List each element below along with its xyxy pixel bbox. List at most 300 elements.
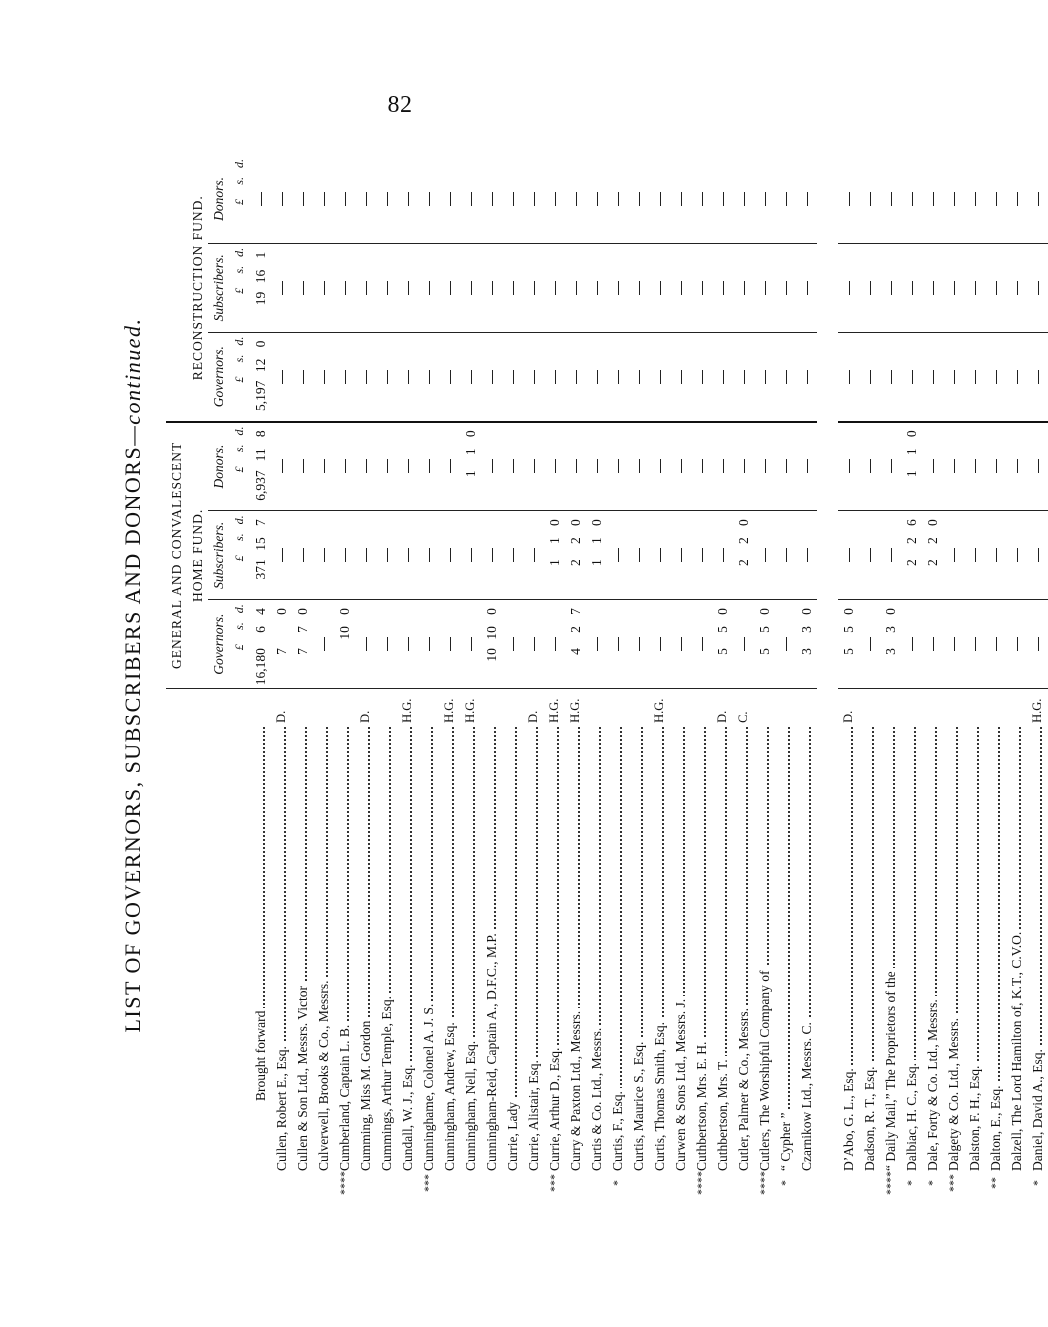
amount-general-donors — [964, 422, 985, 511]
page-number: 82 — [387, 92, 413, 118]
amount-recon-governors — [1027, 332, 1048, 421]
entry-name: Cullen, Robert E., Esq. — [271, 723, 292, 1171]
asterisk-mark — [502, 1171, 523, 1195]
table-row — [502, 155, 523, 1195]
amount-general-subscribers — [838, 511, 859, 600]
amount-recon-governors — [796, 332, 817, 421]
amount-recon-subscribers — [922, 243, 943, 332]
amount-recon-donors — [481, 155, 502, 243]
table-row — [1027, 155, 1048, 1195]
amount-general-donors — [313, 422, 334, 511]
table-row — [565, 155, 586, 1195]
amount-recon-governors — [775, 332, 796, 421]
entry-name: D’Abo, G. L., Esq. — [838, 723, 859, 1171]
amount-recon-governors — [460, 332, 481, 421]
unit-header: £s.d. — [229, 243, 250, 332]
amount-general-donors: 110 — [901, 422, 922, 511]
amount-general-donors — [985, 422, 1006, 511]
group-reconstruction-heading: RECONSTRUCTION FUND. — [166, 155, 208, 422]
table-row — [1006, 155, 1027, 1195]
asterisk-mark: * — [610, 1180, 624, 1186]
entry-name: Culverwell, Brooks & Co., Messrs. — [313, 723, 334, 1171]
amount-recon-subscribers — [502, 243, 523, 332]
asterisk-mark: **** — [883, 1171, 897, 1195]
amount-recon-subscribers — [796, 243, 817, 332]
asterisk-mark: **** — [694, 1171, 708, 1195]
entry-tag: D. — [841, 710, 855, 723]
amount-general-donors — [649, 422, 670, 511]
table-row — [859, 155, 880, 1195]
table-row — [544, 155, 565, 1195]
amount-recon-governors — [733, 332, 754, 421]
amount-recon-subscribers — [439, 243, 460, 332]
amount-general-subscribers — [1006, 511, 1027, 600]
table-row — [481, 155, 502, 1195]
amount-recon-donors — [775, 155, 796, 243]
amount-general-donors — [754, 422, 775, 511]
amount-recon-donors — [1027, 155, 1048, 243]
amount-recon-subscribers — [838, 243, 859, 332]
entry-tag — [418, 689, 439, 723]
entry-name: Currie, Alistair, Esq. — [523, 723, 544, 1171]
amount-general-donors — [733, 422, 754, 511]
amount-recon-donors — [355, 155, 376, 243]
amount-general-governors — [964, 600, 985, 689]
amount-general-governors — [649, 600, 670, 689]
amount-recon-governors — [544, 332, 565, 421]
asterisk-mark: * — [778, 1180, 792, 1186]
amount-general-governors — [775, 600, 796, 689]
amount-recon-governors — [607, 332, 628, 421]
entry-tag: D. — [274, 710, 288, 723]
amount-general-donors — [439, 422, 460, 511]
amount-general-governors: 550 — [838, 600, 859, 689]
table-row — [460, 155, 481, 1195]
amount-recon-subscribers — [418, 243, 439, 332]
amount-recon-donors — [271, 155, 292, 243]
entry-tag — [880, 689, 901, 723]
unit-header: £s.d. — [229, 422, 250, 511]
amount-general-donors — [418, 422, 439, 511]
entry-tag — [670, 689, 691, 723]
amount-recon-donors — [418, 155, 439, 243]
amount-general-subscribers — [397, 511, 418, 600]
subscriber-table — [166, 155, 1048, 1195]
asterisk-mark: *** — [547, 1174, 561, 1192]
amount-recon-governors — [691, 332, 712, 421]
amount-general-subscribers: 110 — [544, 511, 565, 600]
entry-name: Curtis, Thomas Smith, Esq. — [649, 723, 670, 1171]
amount-general-donors — [775, 422, 796, 511]
asterisk-mark: **** — [337, 1171, 351, 1195]
entry-name: Cunningham, Nell, Esq. — [460, 723, 481, 1171]
amount-general-donors — [859, 422, 880, 511]
asterisk-mark: *** — [946, 1174, 960, 1192]
table-row — [754, 155, 775, 1195]
amount-general-subscribers — [292, 511, 313, 600]
entry-name: Curwen & Sons Ltd., Messrs. J. — [670, 723, 691, 1171]
table-row — [628, 155, 649, 1195]
amount-general-governors — [691, 600, 712, 689]
amount-general-donors — [1027, 422, 1048, 511]
entry-tag — [628, 689, 649, 723]
unit-header: £s.d. — [229, 332, 250, 421]
amount-recon-governors — [1006, 332, 1027, 421]
amount-recon-governors — [334, 332, 355, 421]
entry-name: Currie, Lady — [502, 723, 523, 1171]
amount-recon-donors — [565, 155, 586, 243]
amount-recon-donors — [502, 155, 523, 243]
amount-general-governors: 10100 — [481, 600, 502, 689]
amount-general-governors — [586, 600, 607, 689]
table-row — [418, 155, 439, 1195]
entry-name: Czarnikow Ltd., Messrs. C. — [796, 723, 817, 1171]
amount-general-subscribers — [271, 511, 292, 600]
amount-general-donors — [334, 422, 355, 511]
asterisk-mark — [859, 1171, 880, 1195]
amount-recon-subscribers — [460, 243, 481, 332]
amount-general-donors — [397, 422, 418, 511]
entry-name: Currie, Arthur D., Esq. — [544, 723, 565, 1171]
col-general-governors: Governors. — [208, 600, 229, 689]
amount-general-donors — [922, 422, 943, 511]
entry-tag — [859, 689, 880, 723]
amount-recon-subscribers — [271, 243, 292, 332]
amount-recon-donors — [334, 155, 355, 243]
amount-general-donors — [292, 422, 313, 511]
entry-name: Curry & Paxton Ltd., Messrs. — [565, 723, 586, 1171]
asterisk-mark — [628, 1171, 649, 1195]
asterisk-mark: * — [904, 1180, 918, 1186]
entry-name: Cutler, Palmer & Co., Messrs. — [733, 723, 754, 1171]
asterisk-mark — [523, 1171, 544, 1195]
amount-general-governors — [901, 600, 922, 689]
entry-name: Cuthbertson, Mrs. T. — [712, 723, 733, 1171]
entry-name: Cullen & Son Ltd., Messrs. Victor — [292, 723, 313, 1171]
amount-recon-donors — [691, 155, 712, 243]
amount-recon-donors — [397, 155, 418, 243]
amount-general-subscribers — [460, 511, 481, 600]
asterisk-mark — [271, 1171, 292, 1195]
unit-header: £s.d. — [229, 600, 250, 689]
amount-recon-donors — [712, 155, 733, 243]
entry-tag — [292, 689, 313, 723]
table-row — [796, 155, 817, 1195]
amount-general-donors — [712, 422, 733, 511]
amount-recon-donors — [1006, 155, 1027, 243]
amount-recon-governors — [523, 332, 544, 421]
amount-recon-donors — [460, 155, 481, 243]
amount-general-governors — [544, 600, 565, 689]
amount-recon-subscribers — [775, 243, 796, 332]
amount-recon-donors — [733, 155, 754, 243]
entry-tag — [313, 689, 334, 723]
amount-general-governors — [859, 600, 880, 689]
table-row — [712, 155, 733, 1195]
amount-recon-governors — [565, 332, 586, 421]
amount-recon-subscribers — [292, 243, 313, 332]
amount-general-subscribers: 110 — [586, 511, 607, 600]
amount-general-donors — [376, 422, 397, 511]
table-row — [313, 155, 334, 1195]
entry-name: “ Daily Mail,” The Proprietors of the — [880, 723, 901, 1171]
amount-general-governors — [439, 600, 460, 689]
amount-general-governors: 100 — [334, 600, 355, 689]
entry-name: Cumberland, Captain L. B. — [334, 723, 355, 1171]
amount-recon-donors — [649, 155, 670, 243]
amount-general-governors — [1006, 600, 1027, 689]
amount-general-subscribers — [880, 511, 901, 600]
table-row — [922, 155, 943, 1195]
table-row — [271, 155, 292, 1195]
amount-recon-donors — [880, 155, 901, 243]
amount-general-governors: 550 — [712, 600, 733, 689]
amount-general-governors: 427 — [565, 600, 586, 689]
amount-general-subscribers — [418, 511, 439, 600]
amount-general-donors — [838, 422, 859, 511]
amount-general-subscribers — [775, 511, 796, 600]
amount-general-donors — [691, 422, 712, 511]
amount-recon-subscribers — [691, 243, 712, 332]
asterisk-mark — [1006, 1171, 1027, 1195]
amount-recon-governors — [397, 332, 418, 421]
amount-general-governors — [502, 600, 523, 689]
entry-tag: D. — [358, 710, 372, 723]
amount-general-subscribers — [523, 511, 544, 600]
entry-tag: C. — [736, 711, 750, 723]
asterisk-mark: ** — [988, 1177, 1002, 1189]
amount-recon-donors — [586, 155, 607, 243]
asterisk-mark — [460, 1171, 481, 1195]
entry-tag — [922, 689, 943, 723]
amount-general-subscribers — [376, 511, 397, 600]
amount-general-subscribers: 226 — [901, 511, 922, 600]
amount-recon-governors — [376, 332, 397, 421]
amount-recon-subscribers — [313, 243, 334, 332]
entry-tag — [985, 689, 1006, 723]
amount-general-donors — [607, 422, 628, 511]
amount-recon-donors — [376, 155, 397, 243]
table-row — [607, 155, 628, 1195]
amount-recon-subscribers — [712, 243, 733, 332]
entry-tag — [376, 689, 397, 723]
amount-recon-subscribers — [565, 243, 586, 332]
entry-name: Cumming, Miss M. Gordon — [355, 723, 376, 1171]
amount-general-governors — [397, 600, 418, 689]
entry-name: Cunningham-Reid, Captain A., D.F.C., M.P. — [481, 723, 502, 1171]
amount-recon-donors — [922, 155, 943, 243]
amount-recon-subscribers — [859, 243, 880, 332]
amount-recon-donors — [670, 155, 691, 243]
amount-general-governors — [607, 600, 628, 689]
running-title-suffix: —continued. — [120, 317, 145, 446]
amount-recon-subscribers — [670, 243, 691, 332]
amount-recon-subscribers — [481, 243, 502, 332]
amount-recon-subscribers — [649, 243, 670, 332]
amount-general-donors — [565, 422, 586, 511]
amount-general-donors — [481, 422, 502, 511]
table-row — [880, 155, 901, 1195]
amount-recon-subscribers — [607, 243, 628, 332]
table-row — [901, 155, 922, 1195]
table-row — [586, 155, 607, 1195]
amount-general-donors — [880, 422, 901, 511]
amount-recon-governors — [943, 332, 964, 421]
amount-recon-donors — [313, 155, 334, 243]
entry-name: Daniel, David A., Esq. — [1027, 723, 1048, 1171]
entry-name: Curtis & Co. Ltd., Messrs. — [586, 723, 607, 1171]
asterisk-mark — [439, 1171, 460, 1195]
amount-recon-subscribers — [355, 243, 376, 332]
unit-header: £s.d. — [229, 511, 250, 600]
amount-recon-subscribers — [880, 243, 901, 332]
entry-name: Dalbiac, H. C., Esq. — [901, 723, 922, 1171]
entry-tag — [754, 689, 775, 723]
asterisk-mark — [964, 1171, 985, 1195]
table-row — [943, 155, 964, 1195]
table-row — [439, 155, 460, 1195]
bf-recon-governors: 5,197120 — [250, 332, 271, 421]
amount-recon-governors — [292, 332, 313, 421]
amount-general-donors — [544, 422, 565, 511]
amount-recon-governors — [628, 332, 649, 421]
amount-general-donors — [943, 422, 964, 511]
table-row — [334, 155, 355, 1195]
amount-recon-governors — [985, 332, 1006, 421]
asterisk-mark — [313, 1171, 334, 1195]
amount-recon-governors — [838, 332, 859, 421]
table-row — [523, 155, 544, 1195]
amount-general-governors — [376, 600, 397, 689]
asterisk-mark: *** — [421, 1174, 435, 1192]
asterisk-mark — [376, 1171, 397, 1195]
amount-recon-governors — [502, 332, 523, 421]
entry-tag — [775, 689, 796, 723]
amount-general-governors: 550 — [754, 600, 775, 689]
amount-general-donors — [523, 422, 544, 511]
entry-tag: D. — [715, 710, 729, 723]
col-recon-subscribers: Subscribers. — [208, 243, 229, 332]
amount-recon-governors — [922, 332, 943, 421]
entry-tag — [1006, 689, 1027, 723]
entry-name: Cundall, W. J., Esq. — [397, 723, 418, 1171]
table-row — [649, 155, 670, 1195]
amount-recon-governors — [355, 332, 376, 421]
asterisk-mark — [712, 1171, 733, 1195]
amount-general-donors — [586, 422, 607, 511]
asterisk-mark — [397, 1171, 418, 1195]
amount-general-subscribers — [754, 511, 775, 600]
amount-general-subscribers — [502, 511, 523, 600]
amount-recon-governors — [418, 332, 439, 421]
table-row — [985, 155, 1006, 1195]
entry-tag — [964, 689, 985, 723]
amount-recon-governors — [271, 332, 292, 421]
table-row — [355, 155, 376, 1195]
amount-recon-subscribers — [733, 243, 754, 332]
entry-tag: H.G. — [652, 698, 666, 723]
asterisk-mark — [586, 1171, 607, 1195]
amount-general-governors — [418, 600, 439, 689]
asterisk-mark: **** — [757, 1171, 771, 1195]
amount-recon-governors — [481, 332, 502, 421]
amount-general-subscribers — [796, 511, 817, 600]
unit-header: £s.d. — [229, 155, 250, 243]
amount-recon-subscribers — [964, 243, 985, 332]
amount-recon-subscribers — [985, 243, 1006, 332]
entry-name: “ Cypher ” — [775, 723, 796, 1171]
amount-general-donors — [1006, 422, 1027, 511]
amount-recon-subscribers — [586, 243, 607, 332]
amount-recon-donors — [985, 155, 1006, 243]
running-title — [120, 155, 146, 1195]
amount-general-donors — [670, 422, 691, 511]
amount-recon-donors — [901, 155, 922, 243]
col-recon-donors: Donors. — [208, 155, 229, 243]
asterisk-mark — [733, 1171, 754, 1195]
amount-recon-governors — [754, 332, 775, 421]
amount-general-subscribers — [943, 511, 964, 600]
amount-general-subscribers — [985, 511, 1006, 600]
entry-name: Dalton, E., Esq. — [985, 723, 1006, 1171]
amount-recon-donors — [628, 155, 649, 243]
entry-tag: H.G. — [400, 698, 414, 723]
table-row — [838, 155, 859, 1195]
entry-name: Dalzell, The Lord Hamilton of, K.T., C.V.O. — [1006, 723, 1027, 1171]
bf-general-subscribers: 371157 — [250, 511, 271, 600]
entry-tag — [943, 689, 964, 723]
asterisk-mark: * — [1030, 1180, 1044, 1186]
entry-list — [271, 155, 1048, 1195]
entry-name: Dalgety & Co. Ltd., Messrs. — [943, 723, 964, 1171]
entry-tag: H.G. — [1030, 698, 1044, 723]
amount-general-subscribers — [1027, 511, 1048, 600]
entry-name: Cutlers, The Worshipful Company of — [754, 723, 775, 1171]
amount-recon-donors — [523, 155, 544, 243]
brought-forward-label: Brought forward — [250, 723, 271, 1171]
amount-general-donors: 110 — [460, 422, 481, 511]
amount-general-governors — [922, 600, 943, 689]
amount-recon-subscribers — [523, 243, 544, 332]
entry-tag — [607, 689, 628, 723]
amount-recon-donors — [838, 155, 859, 243]
amount-recon-donors — [292, 155, 313, 243]
col-recon-governors: Governors. — [208, 332, 229, 421]
amount-general-subscribers — [712, 511, 733, 600]
table-row — [397, 155, 418, 1195]
amount-recon-subscribers — [943, 243, 964, 332]
entry-tag: H.G. — [568, 698, 582, 723]
entry-name: Dalston, F. H., Esq. — [964, 723, 985, 1171]
asterisk-mark — [292, 1171, 313, 1195]
entry-tag — [901, 689, 922, 723]
table-row — [691, 155, 712, 1195]
amount-general-subscribers — [670, 511, 691, 600]
asterisk-mark — [355, 1171, 376, 1195]
amount-general-governors — [733, 600, 754, 689]
table-row — [733, 155, 754, 1195]
amount-general-governors — [523, 600, 544, 689]
asterisk-mark — [565, 1171, 586, 1195]
amount-general-subscribers — [439, 511, 460, 600]
amount-recon-donors — [544, 155, 565, 243]
running-title-text: LIST OF GOVERNORS, SUBSCRIBERS AND DONORS — [120, 445, 145, 1033]
amount-general-donors — [271, 422, 292, 511]
entry-tag — [586, 689, 607, 723]
amount-recon-governors — [586, 332, 607, 421]
amount-general-governors: 330 — [880, 600, 901, 689]
col-general-subscribers: Subscribers. — [208, 511, 229, 600]
